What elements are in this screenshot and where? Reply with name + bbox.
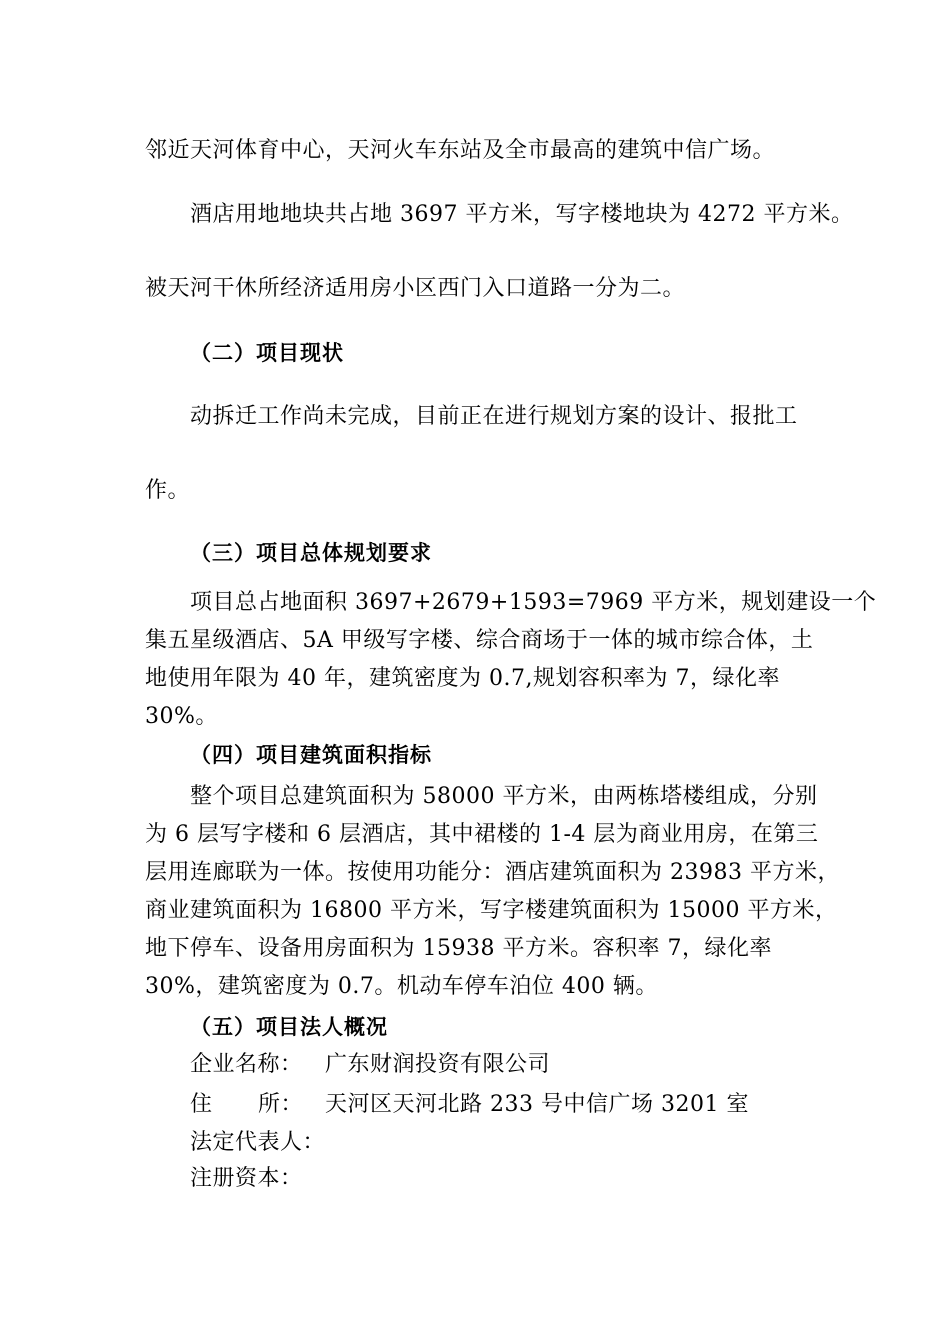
section-floor-area-line-2: 为 6 层写字楼和 6 层酒店，其中裙楼的 1-4 层为商业用房，在第三	[145, 822, 819, 847]
address-value: 天河区天河北路 233 号中信广场 3201 室	[325, 1092, 749, 1117]
paragraph-location-line-1: 邻近天河体育中心，天河火车东站及全市最高的建筑中信广场。	[145, 138, 776, 163]
section-floor-area-line-6: 30%，建筑密度为 0.7。机动车停车泊位 400 辆。	[145, 974, 658, 999]
company-name-value: 广东财润投资有限公司	[325, 1052, 551, 1077]
section-floor-area-line-1: 整个项目总建筑面积为 58000 平方米，由两栋塔楼组成，分别	[190, 784, 818, 809]
paragraph-road-divide-line-1: 被天河干休所经济适用房小区西门入口道路一分为二。	[145, 276, 686, 301]
section-heading-legal-entity: （五）项目法人概况	[190, 1015, 388, 1039]
section-heading-planning-requirements: （三）项目总体规划要求	[190, 541, 432, 565]
section-planning-line-3: 地使用年限为 40 年，建筑密度为 0.7,规划容积率为 7，绿化率	[145, 666, 780, 691]
section-planning-line-1: 项目总占地面积 3697+2679+1593=7969 平方米，规划建设一个	[190, 590, 877, 615]
section-floor-area-line-4: 商业建筑面积为 16800 平方米，写字楼建筑面积为 15000 平方米，	[145, 898, 838, 923]
section-floor-area-line-3: 层用连廊联为一体。按使用功能分：酒店建筑面积为 23983 平方米，	[145, 860, 840, 885]
registered-capital-label: 注册资本：	[190, 1166, 303, 1191]
section-status-line-1: 动拆迁工作尚未完成，目前正在进行规划方案的设计、报批工	[190, 404, 798, 429]
legal-representative-label: 法定代表人：	[190, 1130, 326, 1155]
paragraph-land-area-line-1: 酒店用地地块共占地 3697 平方米，写字楼地块为 4272 平方米。	[190, 202, 854, 227]
section-heading-floor-area: （四）项目建筑面积指标	[190, 743, 432, 767]
section-heading-project-status: （二）项目现状	[190, 341, 344, 365]
address-label-second: 所：	[258, 1092, 304, 1117]
section-status-line-2: 作。	[145, 478, 191, 503]
section-planning-line-4: 30%。	[145, 704, 218, 729]
section-floor-area-line-5: 地下停车、设备用房面积为 15938 平方米。容积率 7，绿化率	[145, 936, 772, 961]
section-planning-line-2: 集五星级酒店、5A 甲级写字楼、综合商场于一体的城市综合体，土	[145, 628, 814, 653]
company-name-label: 企业名称：	[190, 1052, 303, 1077]
address-label-first: 住	[190, 1092, 213, 1117]
